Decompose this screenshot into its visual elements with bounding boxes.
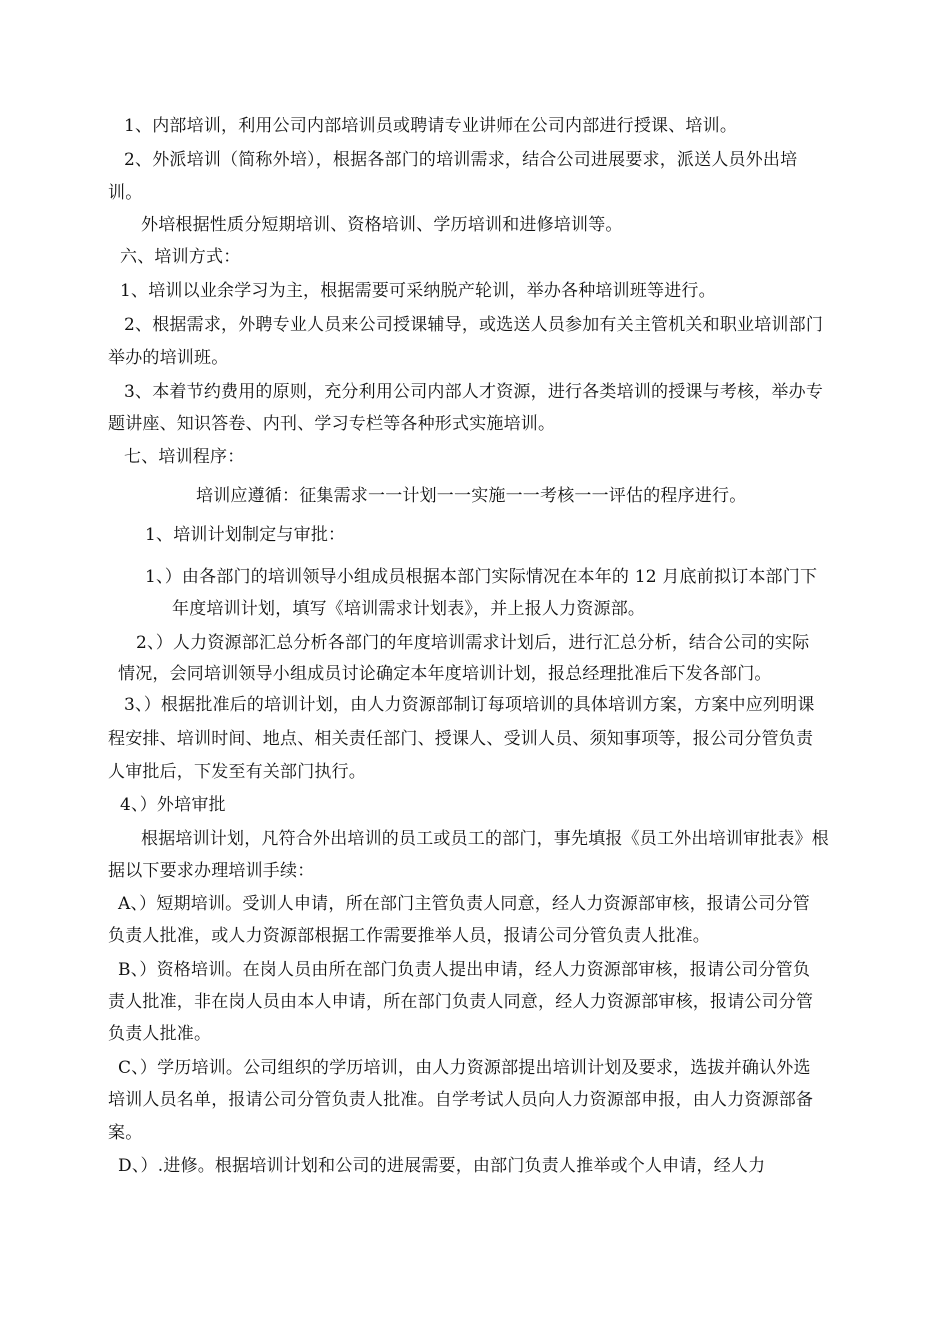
section-heading: 六、培训方式： bbox=[120, 247, 241, 267]
text-line: 据以下要求办理培训手续： bbox=[108, 861, 315, 881]
text-line: A、）短期培训。受训人申请，所在部门主管负责人同意，经人力资源部审核，报请公司分管 bbox=[118, 894, 810, 914]
text-line: C、）学历培训。公司组织的学历培训，由人力资源部提出培训计划及要求，选拔并确认外选 bbox=[118, 1058, 811, 1078]
text-line: 题讲座、知识答卷、内刊、学习专栏等各种形式实施培训。 bbox=[108, 414, 556, 434]
text-line: 外培根据性质分短期培训、资格培训、学历培训和进修培训等。 bbox=[141, 215, 623, 235]
text-line: 负责人批准。 bbox=[108, 1024, 212, 1044]
section-heading: 七、培训程序： bbox=[124, 447, 245, 467]
text-line: 4、）外培审批 bbox=[120, 795, 226, 815]
text-line: 根据培训计划，凡符合外出培训的员工或员工的部门，事先填报《员工外出培训审批表》根 bbox=[141, 829, 829, 849]
text-line: 举办的培训班。 bbox=[108, 348, 229, 368]
text-line: 1、培训以业余学习为主，根据需要可采纳脱产轮训，举办各种培训班等进行。 bbox=[120, 281, 716, 301]
text-line: 情况，会同培训领导小组成员讨论确定本年度培训计划，报总经理批准后下发各部门。 bbox=[118, 664, 772, 684]
text-line: 案。 bbox=[108, 1123, 143, 1143]
text-line: 2、根据需求，外聘专业人员来公司授课辅导，或选送人员参加有关主管机关和职业培训部门 bbox=[124, 315, 824, 335]
text-line: D、）.进修。根据培训计划和公司的进展需要，由部门负责人推举或个人申请，经人力 bbox=[118, 1156, 766, 1176]
text-line: 培训人员名单，报请公司分管负责人批准。自学考试人员向人力资源部申报，由人力资源部备 bbox=[108, 1090, 814, 1110]
text-line: 1、培训计划制定与审批： bbox=[145, 525, 346, 545]
text-line: 1、内部培训，利用公司内部培训员或聘请专业讲师在公司内部进行授课、培训。 bbox=[124, 116, 738, 136]
text-line: 3、本着节约费用的原则，充分利用公司内部人才资源，进行各类培训的授课与考核，举办专 bbox=[124, 382, 824, 402]
text-line: 培训应遵循：征集需求一一计划一一实施一一考核一一评估的程序进行。 bbox=[196, 486, 747, 506]
text-line: 2、）人力资源部汇总分析各部门的年度培训需求计划后，进行汇总分析，结合公司的实际 bbox=[136, 633, 810, 653]
text-line: 人审批后，下发至有关部门执行。 bbox=[108, 762, 366, 782]
text-line: 责人批准，非在岗人员由本人申请，所在部门负责人同意，经人力资源部审核，报请公司分管 bbox=[108, 992, 814, 1012]
text-line: 2、外派培训（简称外培），根据各部门的培训需求，结合公司进展要求，派送人员外出培 bbox=[124, 150, 798, 170]
text-line: 程安排、培训时间、地点、相关责任部门、授课人、受训人员、须知事项等，报公司分管负责 bbox=[108, 729, 814, 749]
text-line: 年度培训计划，填写《培训需求计划表》，并上报人力资源部。 bbox=[172, 599, 646, 619]
text-line: 3、）根据批准后的培训计划，由人力资源部制订每项培训的具体培训方案，方案中应列明课 bbox=[124, 695, 815, 715]
text-line: 1、）由各部门的培训领导小组成员根据本部门实际情况在本年的 12 月底前拟订本部门下 bbox=[145, 567, 818, 587]
text-line: B、）资格培训。在岗人员由所在部门负责人提出申请，经人力资源部审核，报请公司分管负 bbox=[118, 960, 811, 980]
text-line: 训。 bbox=[108, 183, 143, 203]
text-line: 负责人批准，或人力资源部根据工作需要推举人员，报请公司分管负责人批准。 bbox=[108, 926, 710, 946]
